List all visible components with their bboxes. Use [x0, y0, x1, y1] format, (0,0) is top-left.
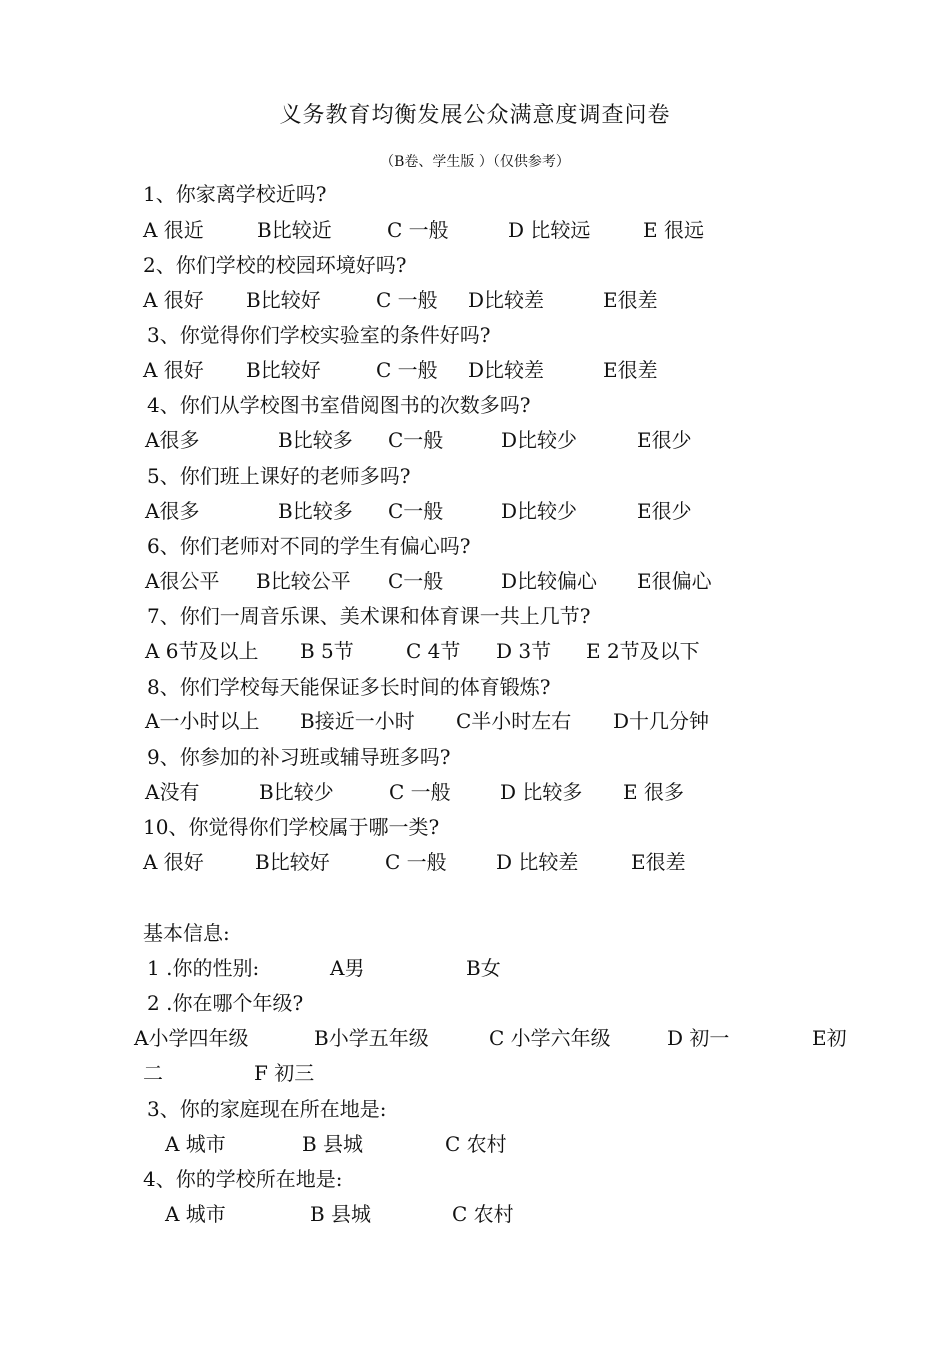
home-location-question-text: 3、你的家庭现在所在地是: [147, 1097, 387, 1121]
q3-option-a[interactable]: A 很好 [143, 358, 204, 382]
school-location-question-text: 4、你的学校所在地是: [143, 1167, 343, 1191]
q9-option-a[interactable]: A没有 [145, 780, 200, 804]
grade-question-text: 2 .你在哪个年级? [147, 991, 304, 1015]
home-option-b[interactable]: B 县城 [302, 1132, 364, 1156]
question-1-text: 1、你家离学校近吗? [143, 182, 327, 206]
school-option-a[interactable]: A 城市 [165, 1202, 226, 1226]
q6-option-d[interactable]: D比较偏心 [501, 569, 598, 593]
grade-option-c[interactable]: C 小学六年级 [489, 1026, 611, 1050]
q7-option-e[interactable]: E 2节及以下 [586, 639, 700, 663]
q9-option-c[interactable]: C 一般 [389, 780, 451, 804]
question-5-text: 5、你们班上课好的老师多吗? [147, 464, 411, 488]
q6-option-c[interactable]: C一般 [388, 569, 444, 593]
grade-option-a[interactable]: A小学四年级 [134, 1026, 249, 1050]
q5-option-a[interactable]: A很多 [145, 499, 200, 523]
q10-option-a[interactable]: A 很好 [143, 850, 204, 874]
document-subtitle: （B卷、学生版 ）（仅供参考） [380, 154, 570, 170]
q2-option-a[interactable]: A 很好 [143, 288, 204, 312]
q5-option-b[interactable]: B比较多 [278, 499, 353, 523]
q1-option-e[interactable]: E 很远 [643, 218, 704, 242]
q2-option-e[interactable]: E很差 [603, 288, 658, 312]
q8-option-c[interactable]: C半小时左右 [456, 709, 572, 733]
q4-option-b[interactable]: B比较多 [278, 428, 353, 452]
q9-option-e[interactable]: E 很多 [623, 780, 684, 804]
q1-option-b[interactable]: B比较近 [257, 218, 332, 242]
gender-option-a[interactable]: A男 [330, 956, 365, 980]
home-option-c[interactable]: C 农村 [445, 1132, 507, 1156]
question-10-text: 10、你觉得你们学校属于哪一类? [143, 815, 440, 839]
q3-option-c[interactable]: C 一般 [376, 358, 438, 382]
q10-option-e[interactable]: E很差 [631, 850, 686, 874]
question-3-text: 3、你觉得你们学校实验室的条件好吗? [147, 323, 491, 347]
q1-option-d[interactable]: D 比较远 [508, 218, 591, 242]
q3-option-d[interactable]: D比较差 [468, 358, 545, 382]
q7-option-c[interactable]: C 4节 [406, 639, 461, 663]
q4-option-d[interactable]: D比较少 [501, 428, 578, 452]
question-6-text: 6、你们老师对不同的学生有偏心吗? [147, 534, 471, 558]
q3-option-b[interactable]: B比较好 [246, 358, 321, 382]
q8-option-a[interactable]: A一小时以上 [145, 709, 260, 733]
question-7-text: 7、你们一周音乐课、美术课和体育课一共上几节? [147, 604, 591, 628]
q6-option-e[interactable]: E很偏心 [637, 569, 712, 593]
gender-question-text: 1 .你的性别: [147, 956, 260, 980]
grade-option-e[interactable]: E初 [812, 1026, 847, 1050]
basic-info-heading: 基本信息: [143, 921, 230, 945]
grade-option-b[interactable]: B小学五年级 [314, 1026, 429, 1050]
q2-option-c[interactable]: C 一般 [376, 288, 438, 312]
q4-option-a[interactable]: A很多 [145, 428, 200, 452]
q4-option-c[interactable]: C一般 [388, 428, 444, 452]
q2-option-d[interactable]: D比较差 [468, 288, 545, 312]
q10-option-b[interactable]: B比较好 [255, 850, 330, 874]
grade-option-e-continued: 二 [143, 1061, 163, 1085]
school-option-b[interactable]: B 县城 [310, 1202, 372, 1226]
q5-option-d[interactable]: D比较少 [501, 499, 578, 523]
q8-option-b[interactable]: B接近一小时 [300, 709, 415, 733]
q7-option-b[interactable]: B 5节 [300, 639, 354, 663]
q1-option-c[interactable]: C 一般 [387, 218, 449, 242]
document-title: 义务教育均衡发展公众满意度调查问卷 [279, 103, 671, 128]
q7-option-a[interactable]: A 6节及以上 [145, 639, 259, 663]
q9-option-b[interactable]: B比较少 [259, 780, 334, 804]
q10-option-d[interactable]: D 比较差 [496, 850, 579, 874]
q3-option-e[interactable]: E很差 [603, 358, 658, 382]
q4-option-e[interactable]: E很少 [637, 428, 692, 452]
gender-option-b[interactable]: B女 [466, 956, 501, 980]
q8-option-d[interactable]: D十几分钟 [613, 709, 710, 733]
q9-option-d[interactable]: D 比较多 [500, 780, 583, 804]
q10-option-c[interactable]: C 一般 [385, 850, 447, 874]
q1-option-a[interactable]: A 很近 [143, 218, 204, 242]
question-4-text: 4、你们从学校图书室借阅图书的次数多吗? [147, 393, 531, 417]
home-option-a[interactable]: A 城市 [165, 1132, 226, 1156]
question-9-text: 9、你参加的补习班或辅导班多吗? [147, 745, 451, 769]
q5-option-e[interactable]: E很少 [637, 499, 692, 523]
question-2-text: 2、你们学校的校园环境好吗? [143, 253, 407, 277]
grade-option-f[interactable]: F 初三 [254, 1061, 315, 1085]
school-option-c[interactable]: C 农村 [452, 1202, 514, 1226]
grade-option-d[interactable]: D 初一 [667, 1026, 730, 1050]
question-8-text: 8、你们学校每天能保证多长时间的体育锻炼? [147, 675, 551, 699]
q6-option-a[interactable]: A很公平 [145, 569, 220, 593]
q2-option-b[interactable]: B比较好 [246, 288, 321, 312]
q7-option-d[interactable]: D 3节 [496, 639, 552, 663]
q6-option-b[interactable]: B比较公平 [256, 569, 351, 593]
q5-option-c[interactable]: C一般 [388, 499, 444, 523]
